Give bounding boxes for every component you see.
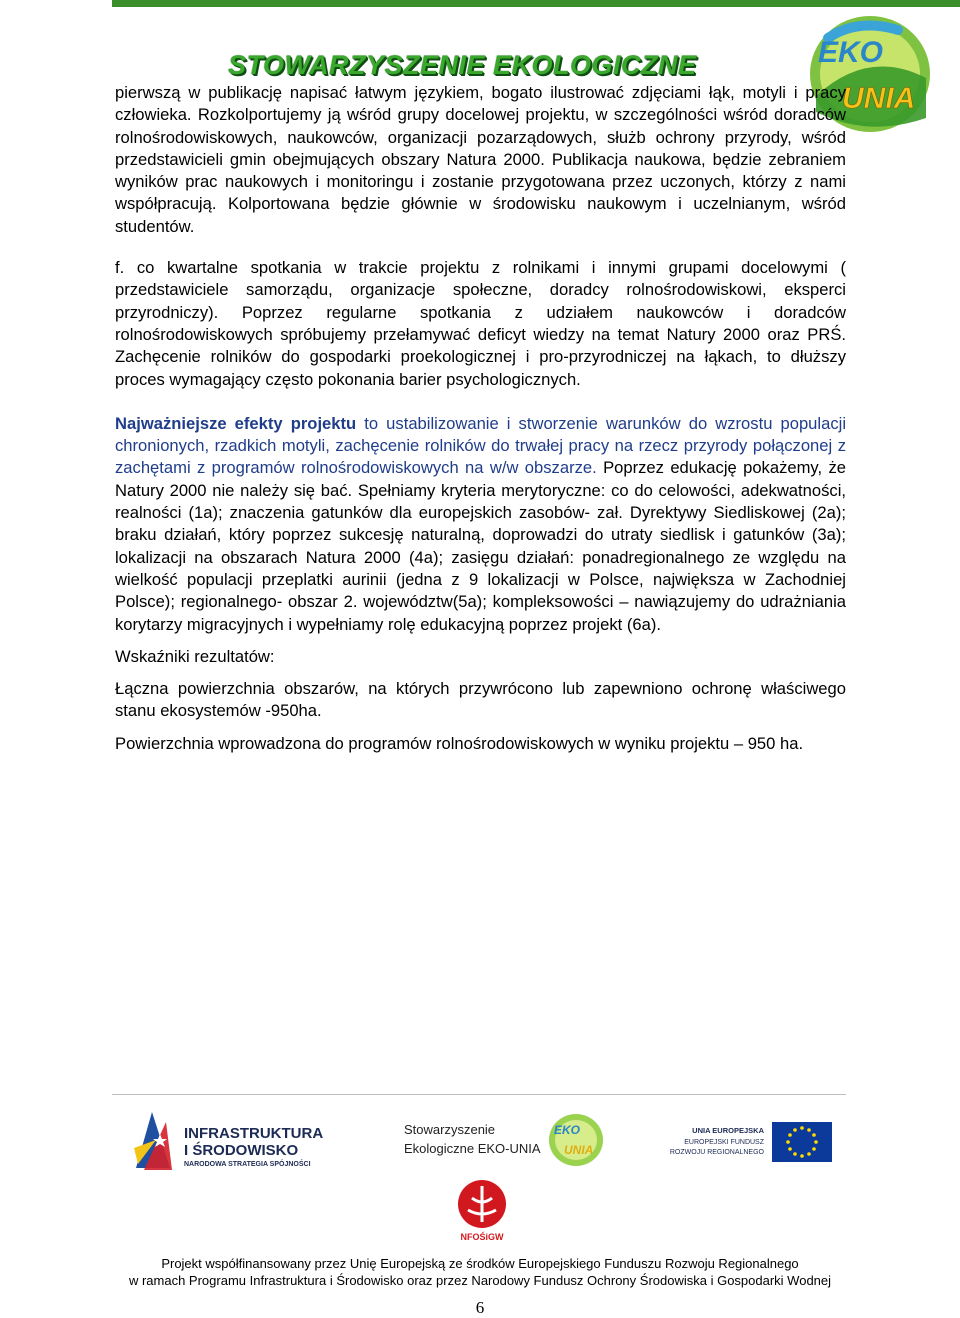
is-line1: INFRASTRUKTURA xyxy=(184,1125,324,1142)
page-number: 6 xyxy=(475,1298,485,1317)
stow-badge2: UNIA xyxy=(564,1143,594,1157)
infrastruktura-srodowisko-logo xyxy=(130,1108,330,1174)
nfosigw-label: NFOŚiGW xyxy=(460,1232,504,1242)
nfosigw-logo xyxy=(452,1178,512,1244)
stow-line1: Stowarzyszenie xyxy=(404,1122,496,1137)
paragraph-meetings: f. co kwartalne spotkania w trakcie projektu z rolnikami i innymi grupami docelowymi ( przedstawiciele samorządu, organizacje społeczne, doradcy rolnośrodowiskowi, eksperci przyrodniczy). Poprzez regularne spotkania z udziałem naukowców i doradców rolnośrodowiskowych spróbujemy przełamywać deficyt wiedzy na temat Natury 2000 oraz PRŚ. Zachęcenie rolników do gospodarki proekologicznej i pro-przyrodniczej na łąkach, to dłuższy proces wymagający często pokonania barier psychologicznych. xyxy=(115,258,846,389)
effects-intro: to ustabilizowanie i stworzenie warunków do wzrostu populacji chronionych, rzadkich motyli, zachęcenie rolników do trwałej pracy na rzecz przyrody połączonej z zachętami z programów rolnośrodowiskowych na w/w obszarze. xyxy=(115,413,847,478)
funding-note xyxy=(112,1255,848,1289)
ue-line1: UNIA EUROPEJSKA xyxy=(692,1126,764,1135)
funding-line-2: w ramach Programu Infrastruktura i Środowisko oraz przez Narodowy Fundusz Ochrony Środowiska i Gospodarki Wodnej xyxy=(128,1273,832,1288)
stow-line2: Ekologiczne EKO-UNIA xyxy=(404,1141,541,1156)
ue-line2: EUROPEJSKI FUNDUSZ xyxy=(684,1139,764,1146)
footer-rule xyxy=(112,1094,846,1095)
paragraph-publication: pierwszą w publikację napisać łatwym językiem, bogato ilustrować zdjęciami łąk, motyli i pracy człowieka. Rozkolportujemy ją wśród grupy docelowej projektu, w szczególności wśród doradców rolnośrodowiskowych, naukowców, organizacji pozarządowych, służb ochrony przyrody, wśród przedstawicieli gmin obejmujących obszary Natura 2000. Publikacja naukowa, będzie zebraniem wyników prac naukowych i monitoringu i zostanie przygotowana przez uczonych, którzy z nami współpracują. Kolportowana będzie głównie w środowisku naukowym i uczelnianym, wśród studentów. xyxy=(115,83,846,236)
unia-europejska-logo xyxy=(664,1120,836,1164)
is-line2: I ŚRODOWISKO xyxy=(184,1142,299,1159)
effects-heading: Najważniejsze efekty projektu xyxy=(115,413,357,433)
header-title: STOWARZYSZENIE EKOLOGICZNE xyxy=(228,50,697,80)
paragraph-indicator-area: Łączna powierzchnia obszarów, na których przywrócono lub zapewniono ochronę właściwego stanu ekosystemów -950ha. xyxy=(115,679,846,721)
document-body xyxy=(115,82,846,755)
stowarzyszenie-logo xyxy=(402,1112,612,1172)
paragraph-indicator-programs: Powierzchnia wprowadzona do programów rolnośrodowiskowych w wyniku projektu – 950 ha. xyxy=(115,733,804,753)
logo-unia-text: UNIA xyxy=(842,82,916,115)
logo-eko-text: EKO xyxy=(818,36,884,69)
is-line3: NARODOWA STRATEGIA SPÓJNOŚCI xyxy=(184,1161,311,1168)
paragraph-indicators-heading: Wskaźniki rezultatów: xyxy=(115,646,275,666)
paragraph-effects xyxy=(115,413,846,636)
header-rule xyxy=(112,0,960,7)
funding-line-1: Projekt współfinansowany przez Unię Europejską ze środków Europejskiego Funduszu Rozwoju Regionalnego xyxy=(161,1256,799,1271)
effects-body: Poprzez edukację pokażemy, że Natury 2000 nie należy się bać. Spełniamy kryteria merytoryczne: co do celowości, adekwatności, realności (1a); znaczenia gatunków dla europejskich zasobów- zał. Dyrektywy Siedliskowej (2a); braku działań, który poprzez sukcesję naturalną, doprowadzi do utraty siedlisk i gatunków (3a); lokalizacji na obszarach Natura 2000 (4a); zasięgu działań: ponadregionalnego ze względu na wielkość populacji przeplatki aurinii (jedna z 9 lokalizacji w Polsce, największa w Zachodniej Polsce); regionalnego- obszar 2. województw(5a); kompleksowości – nawiązujemy do udrażniania korytarzy migracyjnych i wypełniamy rolę edukacyjną poprzez projekt (6a). xyxy=(115,458,846,634)
stow-badge1: EKO xyxy=(554,1123,581,1137)
ue-line3: ROZWOJU REGIONALNEGO xyxy=(669,1149,764,1156)
